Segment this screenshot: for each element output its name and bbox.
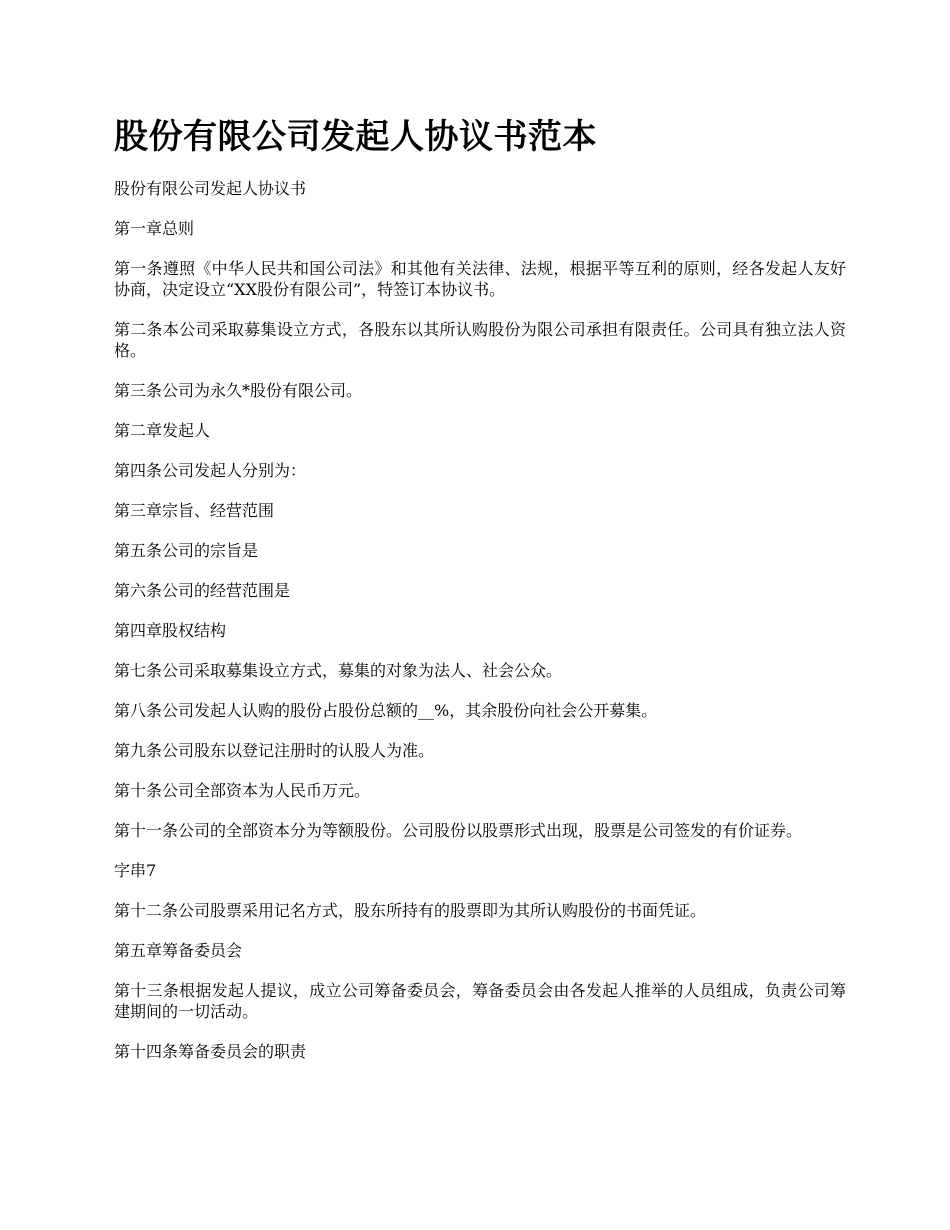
article-paragraph: 第九条公司股东以登记注册时的认股人为准。: [114, 741, 435, 760]
article-paragraph: 第十三条根据发起人提议，成立公司筹备委员会，筹备委员会由各发起人推举的人员组成，负责公司筹建期间的一切活动。: [114, 981, 846, 1021]
document-page: [114, 112, 846, 1081]
article-paragraph: 第六条公司的经营范围是: [114, 581, 291, 600]
chapter-heading: 第二章发起人: [114, 421, 211, 440]
article-paragraph: 第五条公司的宗旨是: [114, 541, 259, 560]
paragraph-subtitle: 股份有限公司发起人协议书: [114, 179, 307, 198]
article-paragraph: 第十条公司全部资本为人民币万元。: [114, 781, 371, 800]
article-paragraph: 第三条公司为永久*股份有限公司。: [114, 381, 363, 400]
article-paragraph: 第十二条公司股票采用记名方式，股东所持有的股票即为其所认购股份的书面凭证。: [114, 901, 707, 920]
chapter-heading: 第五章筹备委员会: [114, 941, 243, 960]
article-paragraph: 第七条公司采取募集设立方式，募集的对象为法人、社会公众。: [114, 661, 563, 680]
document-title: 股份有限公司发起人协议书范本: [114, 117, 597, 157]
article-paragraph: 第一条遵照《中华人民共和国公司法》和其他有关法律、法规，根据平等互利的原则，经各发起人友好协商，决定设立“XX股份有限公司”，特签订本协议书。: [114, 259, 846, 299]
article-paragraph: 第二条本公司采取募集设立方式，各股东以其所认购股份为限公司承担有限责任。公司具有独立法人资格。: [114, 320, 846, 360]
stray-text: 字串7: [114, 861, 157, 880]
article-paragraph: 第八条公司发起人认购的股份占股份总额的__%，其余股份向社会公开募集。: [114, 701, 658, 720]
article-paragraph: 第十一条公司的全部资本分为等额股份。公司股份以股票形式出现，股票是公司签发的有价证券。: [114, 821, 803, 840]
article-paragraph: 第十四条筹备委员会的职责: [114, 1042, 307, 1061]
article-paragraph: 第四条公司发起人分别为：: [114, 461, 307, 480]
chapter-heading: 第一章总则: [114, 219, 195, 238]
chapter-heading: 第三章宗旨、经营范围: [114, 501, 275, 520]
chapter-heading: 第四章股权结构: [114, 621, 227, 640]
